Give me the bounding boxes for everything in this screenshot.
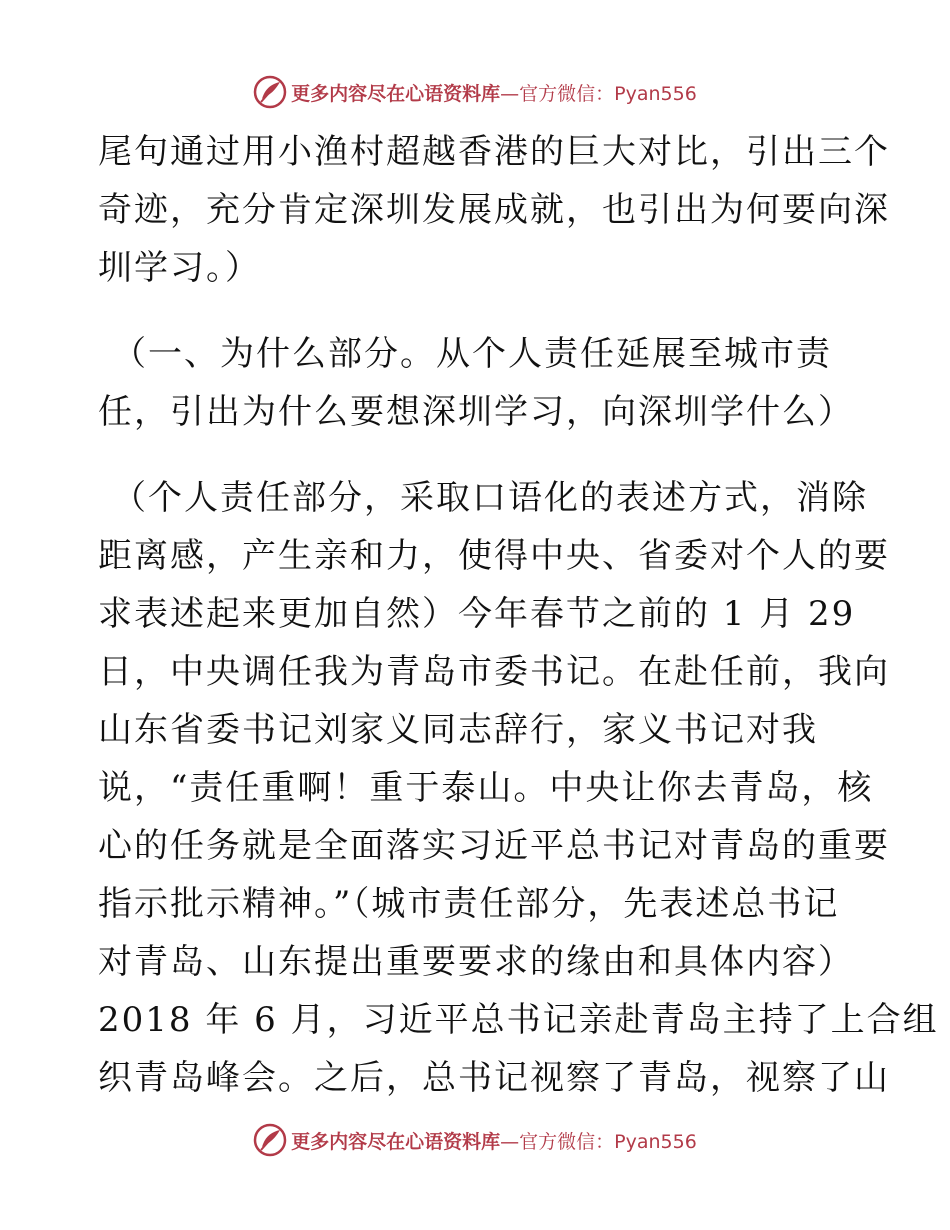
feather-logo-icon xyxy=(253,75,287,109)
watermark-dash: — xyxy=(500,1130,520,1153)
watermark-wechat: 官方微信：Pyan556 xyxy=(519,82,697,105)
text-line: （个人责任部分，采取口语化的表述方式，消除 xyxy=(112,478,868,518)
text-line: 山东省委书记刘家义同志辞行，家义书记对我 xyxy=(98,710,818,750)
feather-logo-icon xyxy=(253,1123,287,1157)
text-line: 任，引出为什么要想深圳学习，向深圳学什么） xyxy=(98,392,854,432)
watermark-text xyxy=(291,1127,697,1154)
text-line: 指示批示精神。”（城市责任部分，先表述总书记 xyxy=(98,884,840,924)
paragraph-3 xyxy=(98,469,939,1107)
text-line: 圳学习。） xyxy=(98,248,261,288)
header-watermark xyxy=(0,72,950,112)
watermark-wechat: 官方微信：Pyan556 xyxy=(519,1130,697,1153)
text-line: 日，中央调任我为青岛市委书记。在赴任前，我向 xyxy=(98,652,890,692)
text-line: 对青岛、山东提出重要要求的缘由和具体内容） xyxy=(98,942,854,982)
text-line: 说，“责任重啊！重于泰山。中央让你去青岛，核 xyxy=(98,768,874,808)
footer-watermark xyxy=(0,1120,950,1160)
text-line: 心的任务就是全面落实习近平总书记对青岛的重要 xyxy=(98,826,890,866)
watermark-main: 更多内容尽在心语资料库 xyxy=(291,82,501,105)
paragraph-1 xyxy=(98,123,890,297)
text-line: 织青岛峰会。之后，总书记视察了青岛，视察了山 xyxy=(98,1058,890,1098)
watermark-dash: — xyxy=(500,82,520,105)
text-line: 2018 年 6 月，习近平总书记亲赴青岛主持了上合组 xyxy=(98,1000,939,1040)
watermark-main: 更多内容尽在心语资料库 xyxy=(291,1130,501,1153)
text-line: 求表述起来更加自然）今年春节之前的 1 月 29 xyxy=(98,594,856,634)
paragraph-2 xyxy=(98,325,858,441)
watermark-text xyxy=(291,79,697,106)
text-line: 奇迹，充分肯定深圳发展成就，也引出为何要向深 xyxy=(98,190,890,230)
text-line: 距离感，产生亲和力，使得中央、省委对个人的要 xyxy=(98,536,890,576)
text-line: （一、为什么部分。从个人责任延展至城市责 xyxy=(112,334,832,374)
document-body xyxy=(98,123,939,1107)
text-line: 尾句通过用小渔村超越香港的巨大对比，引出三个 xyxy=(98,132,890,172)
